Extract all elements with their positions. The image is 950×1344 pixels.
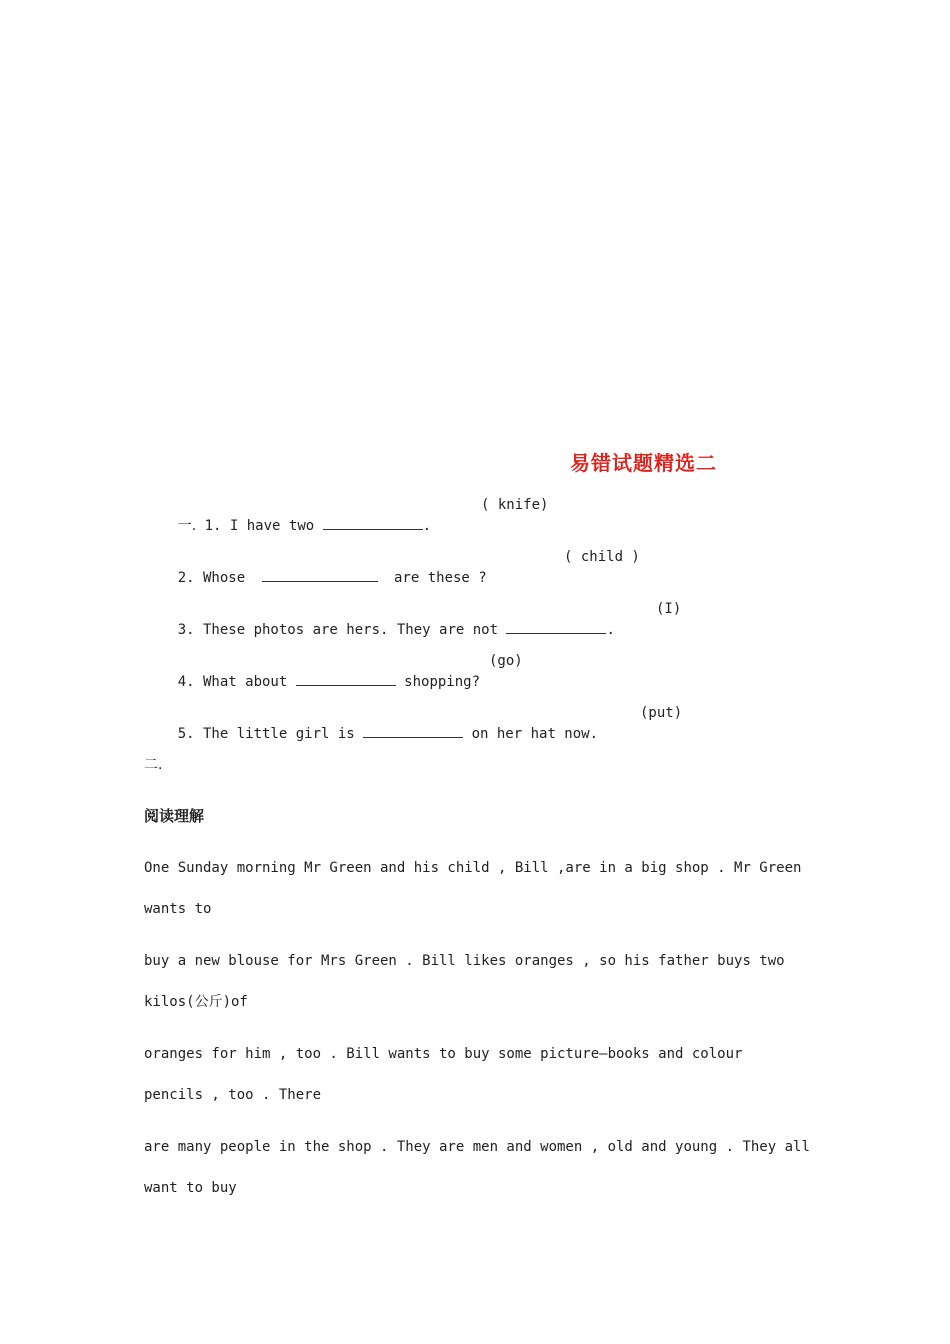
passage-line: are many people in the shop . They are men and women , old and young . They all [144, 1139, 810, 1155]
question-5 [144, 703, 598, 764]
reading-heading: 阅读理解 [144, 807, 205, 825]
passage-line: buy a new blouse for Mrs Green . Bill likes oranges , so his father buys two [144, 953, 785, 969]
answer-blank-5[interactable] [363, 723, 463, 738]
question-4-after: shopping? [395, 674, 481, 690]
question-3-text: 3. These photos are hers. They are not [177, 622, 507, 638]
passage-line: want to buy [144, 1180, 237, 1196]
passage-line: wants to [144, 901, 212, 917]
question-4-hint: (go) [489, 653, 523, 669]
answer-blank-1[interactable] [323, 515, 423, 530]
section-1-marker: 一. [177, 518, 197, 534]
section-2-marker: 二. [144, 757, 163, 773]
question-5-hint: (put) [640, 705, 683, 721]
passage-line: pencils , too . There [144, 1087, 322, 1103]
question-4-text: 4. What about [177, 674, 296, 690]
question-3-hint: (I) [656, 601, 682, 617]
question-1-text: 1. I have two [204, 518, 323, 534]
question-3-after: . [606, 622, 615, 638]
question-1-hint: ( knife) [481, 497, 549, 513]
question-2-hint: ( child ) [564, 549, 640, 565]
passage-line: oranges for him , too . Bill wants to buy some picture—books and colour [144, 1046, 743, 1062]
passage-line: kilos(公斤)of [144, 994, 248, 1010]
question-5-text: 5. The little girl is [177, 726, 364, 742]
answer-blank-4[interactable] [296, 671, 396, 686]
question-1-after: . [422, 518, 432, 534]
question-5-after: on her hat now. [463, 726, 599, 742]
question-2-after: are these ? [385, 570, 487, 586]
answer-blank-2[interactable] [262, 567, 378, 582]
answer-blank-3[interactable] [506, 619, 606, 634]
page-title: 易错试题精选二 [570, 451, 717, 475]
question-2-text: 2. Whose [177, 570, 254, 586]
passage-line: One Sunday morning Mr Green and his child , Bill ,are in a big shop . Mr Green [144, 860, 802, 876]
